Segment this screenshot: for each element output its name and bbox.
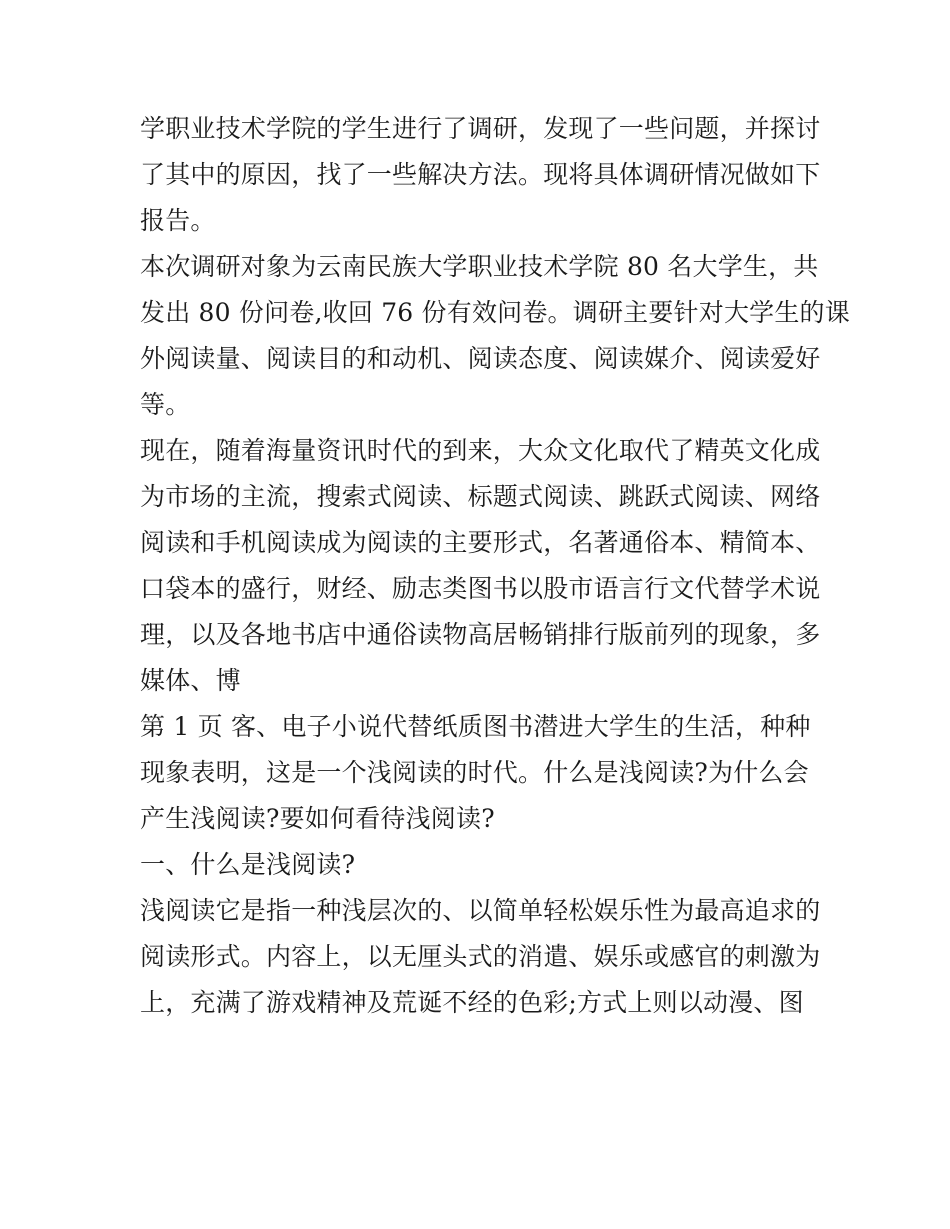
text-line: 学职业技术学院的学生进行了调研，发现了一些问题，并探讨 [140,114,821,143]
text-line: 媒体、博 [140,666,241,695]
text-line: 等。 [140,390,191,419]
text-line: 产生浅阅读?要如何看待浅阅读? [140,804,495,833]
text-line: 现象表明，这是一个浅阅读的时代。什么是浅阅读?为什么会 [140,758,809,787]
text-line: 发出 80 份问卷,收回 76 份有效问卷。调研主要针对大学生的课 [140,298,850,327]
text-line: 报告。 [140,206,216,235]
page-number-line: 第 1 页 客、电子小说代替纸质图书潜进大学生的生活，种种 [140,712,811,741]
text-line: 阅读和手机阅读成为阅读的主要形式，名著通俗本、精简本、 [140,528,821,557]
document-body [140,106,850,1026]
text-line: 阅读形式。内容上，以无厘头式的消遣、娱乐或感官的刺激为 [140,942,821,971]
text-line: 外阅读量、阅读目的和动机、阅读态度、阅读媒介、阅读爱好 [140,344,821,373]
text-line: 为市场的主流，搜索式阅读、标题式阅读、跳跃式阅读、网络 [140,482,821,511]
text-line: 了其中的原因，找了一些解决方法。现将具体调研情况做如下 [140,160,821,189]
text-line: 上，充满了游戏精神及荒诞不经的色彩;方式上则以动漫、图 [140,988,804,1017]
text-line: 现在，随着海量资讯时代的到来，大众文化取代了精英文化成 [140,436,821,465]
section-heading: 一、什么是浅阅读? [140,850,356,879]
text-line: 口袋本的盛行，财经、励志类图书以股市语言行文代替学术说 [140,574,821,603]
text-line: 理，以及各地书店中通俗读物高居畅销排行版前列的现象，多 [140,620,821,649]
text-line: 浅阅读它是指一种浅层次的、以简单轻松娱乐性为最高追求的 [140,896,821,925]
text-line: 本次调研对象为云南民族大学职业技术学院 80 名大学生，共 [140,252,819,281]
